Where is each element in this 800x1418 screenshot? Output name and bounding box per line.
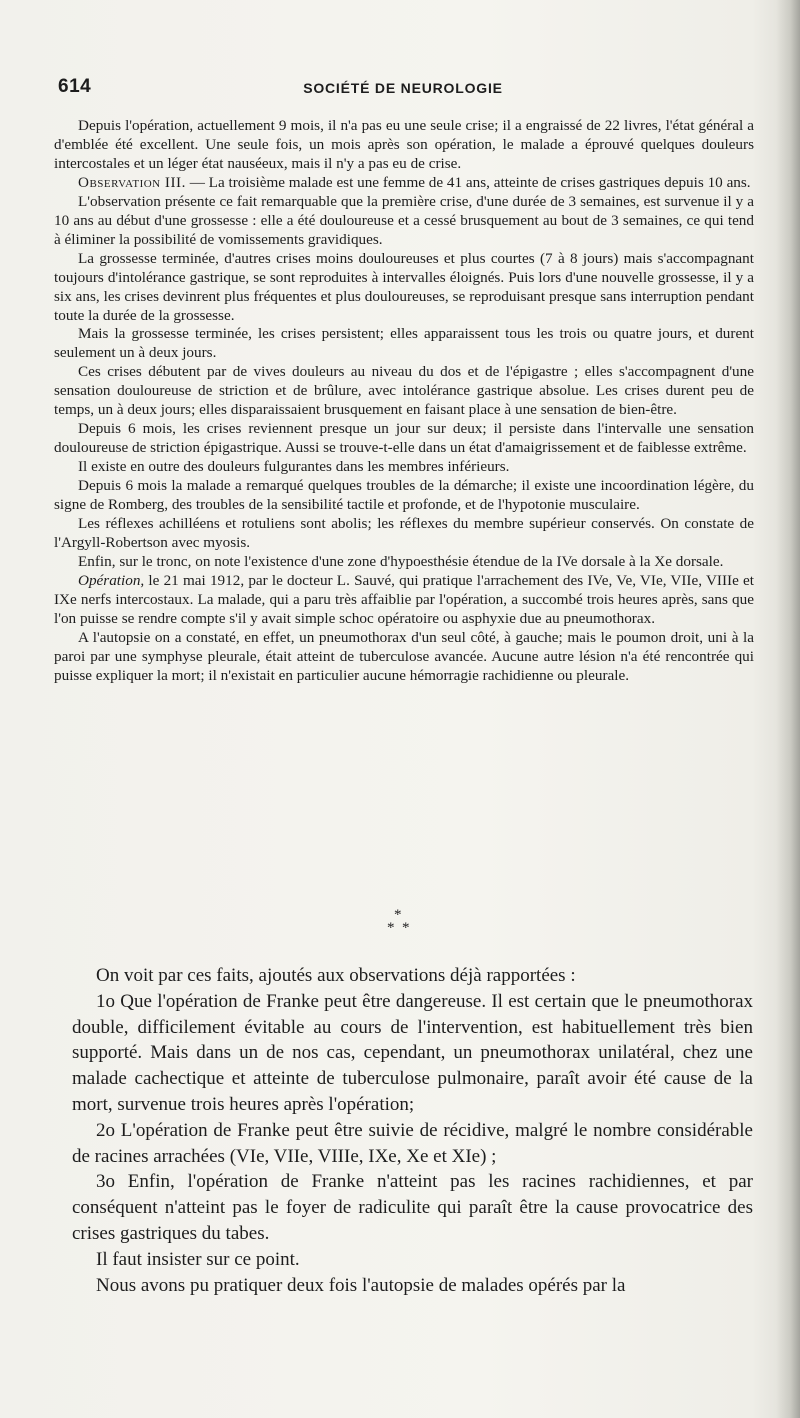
running-head: SOCIÉTÉ DE NEUROLOGIE (303, 80, 503, 96)
page-header (58, 76, 748, 106)
observation-label: Observation III. (78, 173, 186, 191)
paragraph: Depuis 6 mois la malade a remarqué quelques troubles de la démarche; il existe une incoordination légère, du signe de Romberg, des troubles de la sensibilité tactile et profonde, et de l'hypotonie musculaire. (54, 477, 754, 514)
paragraph: 3o Enfin, l'opération de Franke n'atteint pas les racines rachidiennes, et par conséquent n'atteint pas le foyer de radiculite qui paraît être la cause provocatrice des crises gastriques du tabes. (72, 1171, 753, 1244)
separator-asterisk: * (394, 907, 402, 923)
operation-paragraph (54, 572, 754, 629)
observation-intro: — La troisième malade est une femme de 41 ans, atteinte de crises gastriques depuis 10 ans. (185, 173, 751, 191)
paragraph: Nous avons pu pratiquer deux fois l'autopsie de malades opérés par la (96, 1274, 626, 1296)
paragraph: Il faut insister sur ce point. (96, 1248, 300, 1270)
conclusion-text (72, 963, 753, 1298)
paragraph: Depuis 6 mois, les crises reviennent presque un jour sur deux; il persiste dans l'intervalle une sensation douloureuse de striction épigastrique. Aussi se trouve-t-elle dans un état d'amaigrissement et de faiblesse extrême. (54, 420, 754, 457)
page-number: 614 (58, 76, 92, 97)
page-edge-shadow (776, 0, 800, 1418)
paragraph: Depuis l'opération, actuellement 9 mois, il n'a pas eu une seule crise; il a engraissé de 22 livres, l'état général a d'emblée été excellent. Une seule fois, un mois après son opération, le malade a éprouvé quelques douleurs intercostales et un léger état nauséeux, mais il n'y a pas eu de crise. (54, 117, 754, 172)
paragraph: 2o L'opération de Franke peut être suivie de récidive, malgré le nombre considérable de racines arrachées (VIe, VIIe, VIIIe, IXe, Xe et XIe) ; (72, 1119, 753, 1167)
separator-asterisk: * (387, 920, 395, 936)
paragraph: A l'autopsie on a constaté, en effet, un pneumothorax d'un seul côté, à gauche; mais le poumon droit, uni à la paroi par une symphyse pleurale, était atteint de tuberculose avancée. Aucune autre lésion n'a été rencontrée qui puisse expliquer la mort; il n'existait en particulier aucune hémorragie rachidienne ou pleurale. (54, 628, 754, 684)
paragraph: L'observation présente ce fait remarquable que la première crise, d'une durée de 3 semaines, est survenue il y a 10 ans au début d'une grossesse : elle a été douloureuse et a cessé brusquement au bout de 3 semaines, ce qui tend à éliminer la possibilité de vomissements gravidiques. (54, 192, 754, 248)
paragraph: On voit par ces faits, ajoutés aux observations déjà rapportées : (96, 965, 576, 986)
operation-label: Opération, (78, 571, 145, 589)
paragraph: Il existe en outre des douleurs fulgurantes dans les membres inférieurs. (78, 458, 510, 476)
separator-asterisk: * (402, 920, 410, 936)
paragraph: La grossesse terminée, d'autres crises moins douloureuses et plus courtes (7 à 8 jours) mais s'accompagnant toujours d'intolérance gastrique, se sont reproduites à intervalles éloignés. Puis lors d'une nouvelle grossesse, il y a six ans, les crises devinrent plus fréquentes et plus douloureuses, se reproduisant presque sans interruption pendant toute la durée de la grossesse. (54, 249, 754, 324)
section-separator (360, 908, 440, 942)
paragraph: Ces crises débutent par de vives douleurs au niveau du dos et de l'épigastre ; elles s'accompagnent d'une sensation douloureuse de striction et de brûlure, avec intolérance gastrique absolue. Les crises durent peu de temps, un à deux jours; elles disparaissaient brusquement en faisant place à une sensation de bien-être. (54, 363, 754, 419)
paragraph: Les réflexes achilléens et rotuliens sont abolis; les réflexes du membre supérieur conservés. On constate de l'Argyll-Robertson avec myosis. (54, 515, 754, 551)
paragraph: Mais la grossesse terminée, les crises persistent; elles apparaissent tous les trois ou quatre jours, et durent seulement un à deux jours. (54, 325, 754, 362)
operation-text: le 21 mai 1912, par le docteur L. Sauvé, qui pratique l'arrachement des IVe, Ve, VIe, VIIe, VIIIe et IXe nerfs intercostaux. La malade, qui a paru très affaiblie par l'opération, a succombé trois heures après, sans que l'on puisse se rendre compte s'il y avait simple schoc opératoire ou asphyxie due au pneumothorax. (54, 571, 754, 627)
paragraph: Enfin, sur le tronc, on note l'existence d'une zone d'hypoesthésie étendue de la IVe dorsale à la Xe dorsale. (78, 552, 724, 570)
observation-heading-paragraph (54, 174, 754, 193)
observation-text (54, 117, 754, 686)
paragraph: 1o Que l'opération de Franke peut être dangereuse. Il est certain que le pneumothorax double, difficilement évitable au cours de l'intervention, est habituellement très bien supporté. Mais dans un de nos cas, cependant, un pneumothorax unilatéral, chez une malade cachectique et atteinte de tuberculose pulmonaire, paraît avoir été cause de la mort, survenue trois heures après l'opération; (72, 990, 753, 1115)
